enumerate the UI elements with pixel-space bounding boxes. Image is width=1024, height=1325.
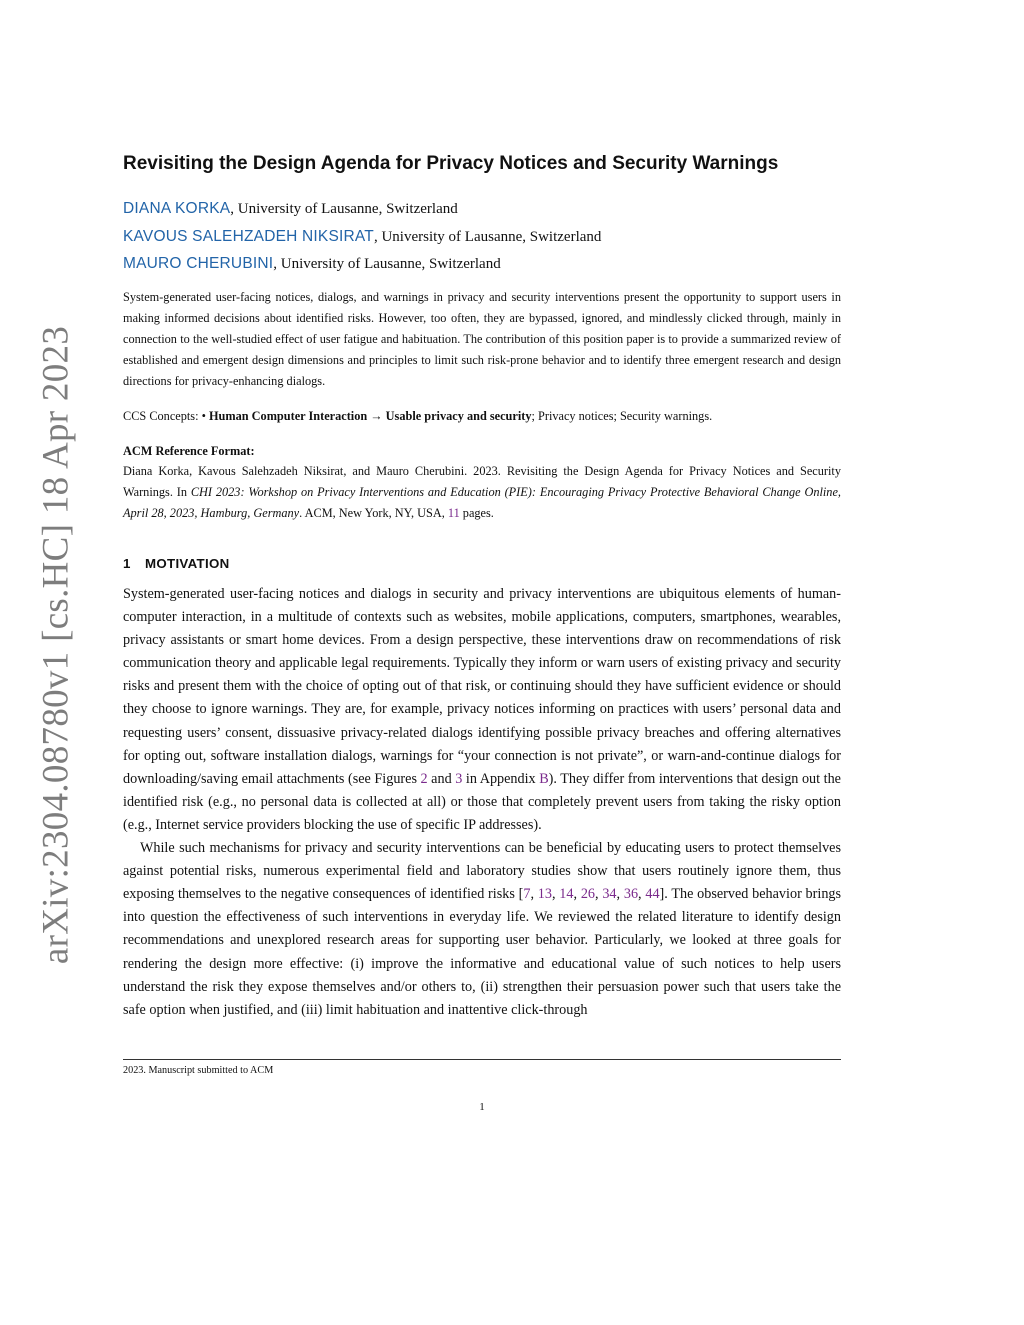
footnote: 2023. Manuscript submitted to ACM [123, 1065, 274, 1076]
citation-link[interactable]: 26 [580, 886, 595, 903]
citation-link[interactable]: 44 [645, 886, 660, 903]
author-affiliation: , University of Lausanne, Switzerland [373, 228, 602, 245]
citation-link[interactable]: 36 [623, 886, 639, 903]
footnote-divider [123, 1059, 841, 1060]
arxiv-identifier: arXiv:2304.08780v1 [cs.HC] 18 Apr 2023 [35, 325, 77, 965]
author-entry [123, 198, 841, 226]
author-name[interactable]: DIANA KORKA [123, 200, 231, 217]
author-entry [123, 226, 841, 254]
paragraph-text: ). They differ from interventions that design out the identified risk (e.g., no personal data is collected at all) or those that completely prevent users from taking the risky option (e.g., Internet service providers blocking the use of specific IP addresses). [123, 770, 841, 833]
acm-reference-venue: CHI 2023: Workshop on Privacy Interventions and Education (PIE): Encouraging Privacy Protective Behavioral Change Online, April 28, 2023, Hamburg, Germany [123, 485, 841, 520]
citation-link[interactable]: 7 [523, 886, 531, 903]
author-list [123, 198, 841, 281]
figure-link[interactable]: 3 [455, 770, 463, 787]
pages-link[interactable]: 11 [447, 506, 460, 520]
citation-link[interactable]: 13 [537, 886, 552, 903]
abstract: System-generated user-facing notices, dialogs, and warnings in privacy and security interventions present the opportunity to support users in making informed decisions about identified risks. However, too often, they are bypassed, ignored, and mindlessly clicked through, mainly in connection to the well-studied effect of user fatigue and habituation. The contribution of this position paper is to provide a summarized review of established and emergent design dimensions and principles to limit such risk-prone behavior and to identify three emergent research and design directions for privacy-enhancing dialogs. [123, 290, 841, 388]
paragraph-text: and [427, 770, 456, 787]
appendix-link[interactable]: B [539, 770, 549, 787]
author-affiliation: , University of Lausanne, Switzerland [230, 201, 458, 217]
author-name[interactable]: KAVOUS SALEHZADEH NIKSIRAT [123, 227, 374, 245]
paragraph-text: System-generated user-facing notices and dialogs in security and privacy interventions are ubiquitous elements of human-computer interaction, in a multitude of contexts such as websites, mobile applications, computers, smartphones, wearables, privacy assistants or smart home devices. From a design perspective, these interventions draw on recommendations of risk communication theory and applicable legal requirements. Typically they inform or warn users of existing privacy and security risks and present them with the choice of opting out of that risk, or continuing should they have sufficient evidence or should they choose to ignore warnings. They are, for example, privacy notices informing on practices with users’ personal data and requesting users’ consent, dissuasive privacy-related dialogs identifying possible privacy breaches and offering alternatives for opting out, software installation dialogs, warnings for “your connection is not private”, or warn-and-continue dialogs for downloading/saving email attachments (see Figures [123, 586, 841, 787]
author-name[interactable]: MAURO CHERUBINI [123, 255, 274, 272]
author-affiliation: , University of Lausanne, Switzerland [273, 256, 501, 272]
page-number: 1 [479, 1101, 485, 1113]
paragraph-text: ]. The observed behavior brings into question the effectiveness of such interventions in everyday life. We reviewed the related literature to identify design recommendations and unexplored research areas for supporting user behavior. Particularly, we looked at three goals for rendering the design more effective: (i) improve the informative and educational value of such notices to help users understand the risk they expose themselves and/or others to, (ii) strengthen their persuasion power such that users take the safe option when justified, and (iii) limit habituation and inattentive click-through [123, 886, 842, 1018]
acm-reference-authors: Diana Korka, Kavous Salehzadeh Niksirat, and Mauro Cherubini. 2023. Revisiting the Design Agenda for Privacy Notices and Security Warnings. In [123, 464, 841, 499]
ccs-other-concepts: ; Privacy notices; Security warnings. [531, 409, 713, 423]
paper-title: Revisiting the Design Agenda for Privacy Notices and Security Warnings [123, 153, 779, 174]
ccs-concepts [123, 406, 841, 426]
acm-reference-publisher: . ACM, New York, NY, USA, [299, 506, 448, 520]
section-number: 1 [123, 556, 131, 571]
paragraph [123, 583, 841, 837]
acm-reference [123, 461, 841, 524]
section-body [123, 583, 841, 1022]
paragraph-text: in Appendix [462, 770, 540, 787]
author-entry [123, 253, 841, 281]
paragraph-text: While such mechanisms for privacy and security interventions can be beneficial by educating users to protect themselves against potential risks, numerous experimental field and laboratory studies show that users routinely ignore them, thus exposing themselves to the negative consequences of identified risks [ [123, 840, 841, 903]
section-heading [123, 556, 230, 571]
ccs-primary-concept: Human Computer Interaction → Usable privacy and security [208, 409, 532, 423]
paragraph: While such mechanisms for privacy and security interventions can be beneficial by educating users to protect themselves against potential risks, numerous experimental field and laboratory studies show that users routinely ignore them, thus exposing themselves to the negative consequences of identified risks [7, 13, 14, 26, 34, 36, 44]. The observed behavior brings into question the effectiveness of such interventions in everyday life. We reviewed the related literature to identify design recommendations and unexplored research areas for supporting user behavior. Particularly, we looked at three goals for rendering the design more effective: (i) improve the informative and educational value of such notices to help users understand the risk they expose themselves and/or others to, (ii) strengthen their persuasion power such that users take the safe option when justified, and (iii) limit habituation and inattentive click-through [123, 840, 842, 1018]
citation-link[interactable]: 34 [602, 886, 617, 903]
citation-link[interactable]: 14 [559, 886, 574, 903]
section-title: MOTIVATION [145, 556, 230, 571]
acm-reference-heading: ACM Reference Format: [123, 444, 255, 458]
figure-link[interactable]: 2 [420, 770, 428, 787]
acm-reference-pages-suffix: pages. [459, 506, 494, 520]
ccs-label: CCS Concepts: • [123, 409, 209, 423]
